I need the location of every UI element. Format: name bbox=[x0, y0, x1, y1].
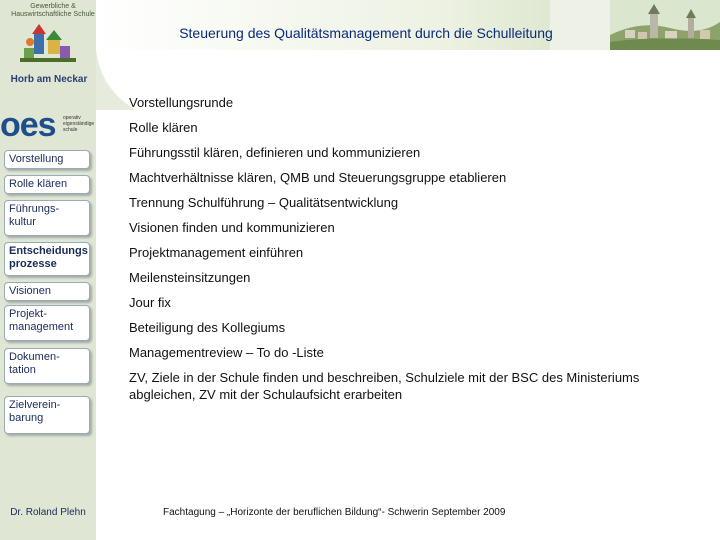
content-list bbox=[129, 94, 709, 411]
list-item: Trennung Schulführung – Qualitätsentwicklung bbox=[129, 195, 399, 210]
oes-wordmark: oes bbox=[0, 106, 56, 144]
school-name: Gewerbliche & Hauswirtschaftliche Schule bbox=[11, 3, 95, 18]
sidebar-item-rolle-klaeren[interactable]: Rolle klären bbox=[4, 175, 90, 194]
list-item: Visionen finden und kommunizieren bbox=[129, 220, 335, 235]
sidebar-item-dokumentation[interactable]: Dokumen- tation bbox=[4, 348, 90, 384]
author-name: Dr. Roland Plehn bbox=[10, 507, 86, 518]
sidebar-item-projektmanagement[interactable]: Projekt- management bbox=[4, 305, 90, 341]
page-title: Steuerung des Qualitätsmanagement durch die Schulleitung bbox=[179, 25, 553, 41]
list-item: Rolle klären bbox=[129, 120, 198, 135]
oes-subtitle: operativ eigenständige schule bbox=[63, 115, 95, 133]
list-item: ZV, Ziele in der Schule finden und beschreiben, Schulziele mit der BSC des Ministeriums abgleichen, ZV mit der Schulaufsicht erarbeiten bbox=[129, 370, 640, 402]
list-item: Vorstellungsrunde bbox=[129, 95, 234, 110]
sidebar-item-visionen[interactable]: Visionen bbox=[4, 282, 90, 301]
list-item: Projektmanagement einführen bbox=[129, 245, 304, 260]
sidebar-item-zielvereinbarung[interactable]: Zielverein- barung bbox=[4, 396, 90, 434]
list-item: Führungsstil klären, definieren und kommunizieren bbox=[129, 145, 421, 160]
list-item: Jour fix bbox=[129, 295, 171, 310]
list-item: Machtverhältnisse klären, QMB und Steuerungsgruppe etablieren bbox=[129, 170, 507, 185]
list-item: Beteiligung des Kollegiums bbox=[129, 320, 286, 335]
oes-logo bbox=[0, 106, 96, 152]
sidebar-item-vorstellung[interactable]: Vorstellung bbox=[4, 150, 90, 169]
town-name: Horb am Neckar bbox=[10, 74, 88, 85]
list-item: Managementreview – To do -Liste bbox=[129, 345, 324, 360]
list-item: Meilensteinsitzungen bbox=[129, 270, 251, 285]
school-logo bbox=[0, 0, 96, 96]
footer-text: Fachtagung – „Horizonte der beruflichen Bildung“- Schwerin September 2009 bbox=[163, 507, 506, 518]
sidebar-item-entscheidungsprozesse[interactable]: Entscheidungs prozesse bbox=[4, 242, 90, 276]
sidebar-item-fuehrungskultur[interactable]: Führungs- kultur bbox=[4, 200, 90, 236]
